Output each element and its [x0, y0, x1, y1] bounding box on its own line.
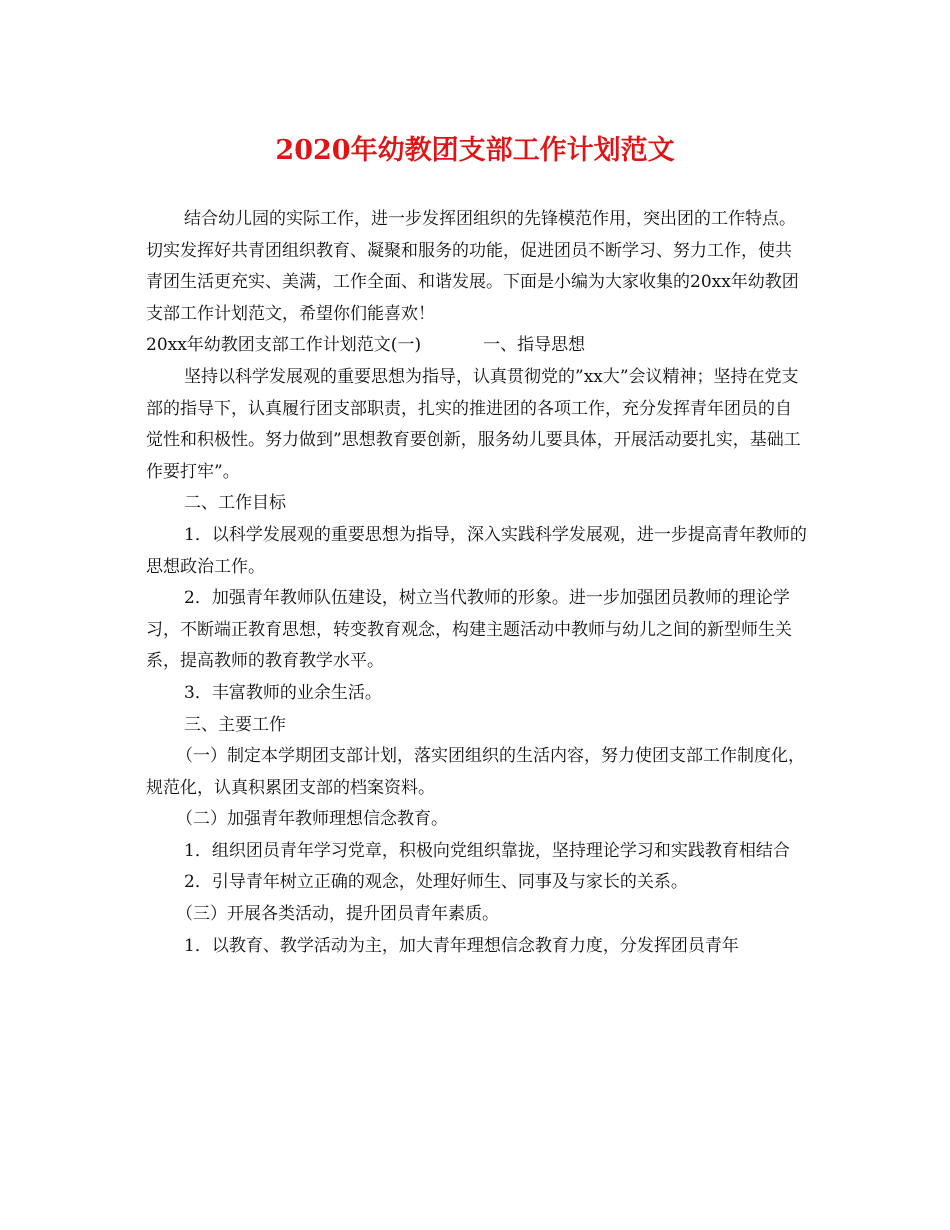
section-heading-line	[146, 330, 808, 362]
main-work-item-3: （三）开展各类活动，提升团员青年素质。	[176, 904, 499, 925]
main-work-item-2-2: 2．引导青年树立正确的观念，处理好师生、同事及与家长的关系。	[184, 872, 688, 893]
main-work-item-1: （一）制定本学期团支部计划，落实团组织的生活内容，努力使团支部工作制度化，规范化，认真积累团支部的档案资料。	[146, 746, 805, 798]
main-work-item-2-1: 1．组织团员青年学习党章，积极向党组织靠拢，坚持理论学习和实践教育相结合	[184, 840, 790, 861]
heading-main-work: 三、主要工作	[184, 714, 286, 735]
main-work-item-3-1: 1．以教育、教学活动为主，加大青年理想信念教育力度，分发挥团员青年	[184, 935, 739, 956]
goal-item-1: 1．以科学发展观的重要思想为指导，深入实践科学发展观，进一步提高青年教师的思想政治工作。	[146, 524, 807, 577]
document-title: 2020年幼教团支部工作计划范文	[275, 135, 675, 166]
guiding-paragraph: 坚持以科学发展观的重要思想为指导，认真贯彻党的”xx大”会议精神；坚持在党支部的指导下，认真履行团支部职责，扎实的推进团的各项工作，充分发挥青年团员的自觉性和积极性。努力做到”思想教育要创新，服务幼儿要具体，开展活动要扎实，基础工作要打牢”。	[146, 366, 801, 482]
document-body	[146, 204, 808, 962]
section-heading-left: 20xx年幼教团支部工作计划范文(一)	[146, 335, 422, 356]
goal-item-2: 2．加强青年教师队伍建设，树立当代教师的形象。进一步加强团员教师的理论学习，不断端正教育思想，转变教育观念，构建主题活动中教师与幼儿之间的新型师生关系，提高教师的教育教学水平。	[146, 588, 792, 672]
intro-paragraph: 结合幼儿园的实际工作，进一步发挥团组织的先锋模范作用，突出团的工作特点。切实发挥好共青团组织教育、凝聚和服务的功能，促进团员不断学习、努力工作，使共青团生活更充实、美满，工作全面、和谐发展。下面是小编为大家收集的20xx年幼教团支部工作计划范文，希望你们能喜欢！	[146, 209, 799, 324]
main-work-item-2: （二）加强青年教师理想信念教育。	[176, 809, 448, 830]
heading-goals: 二、工作目标	[184, 493, 286, 514]
section-heading-right: 一、指导思想	[483, 335, 586, 356]
goal-item-3: 3．丰富教师的业余生活。	[184, 682, 382, 703]
